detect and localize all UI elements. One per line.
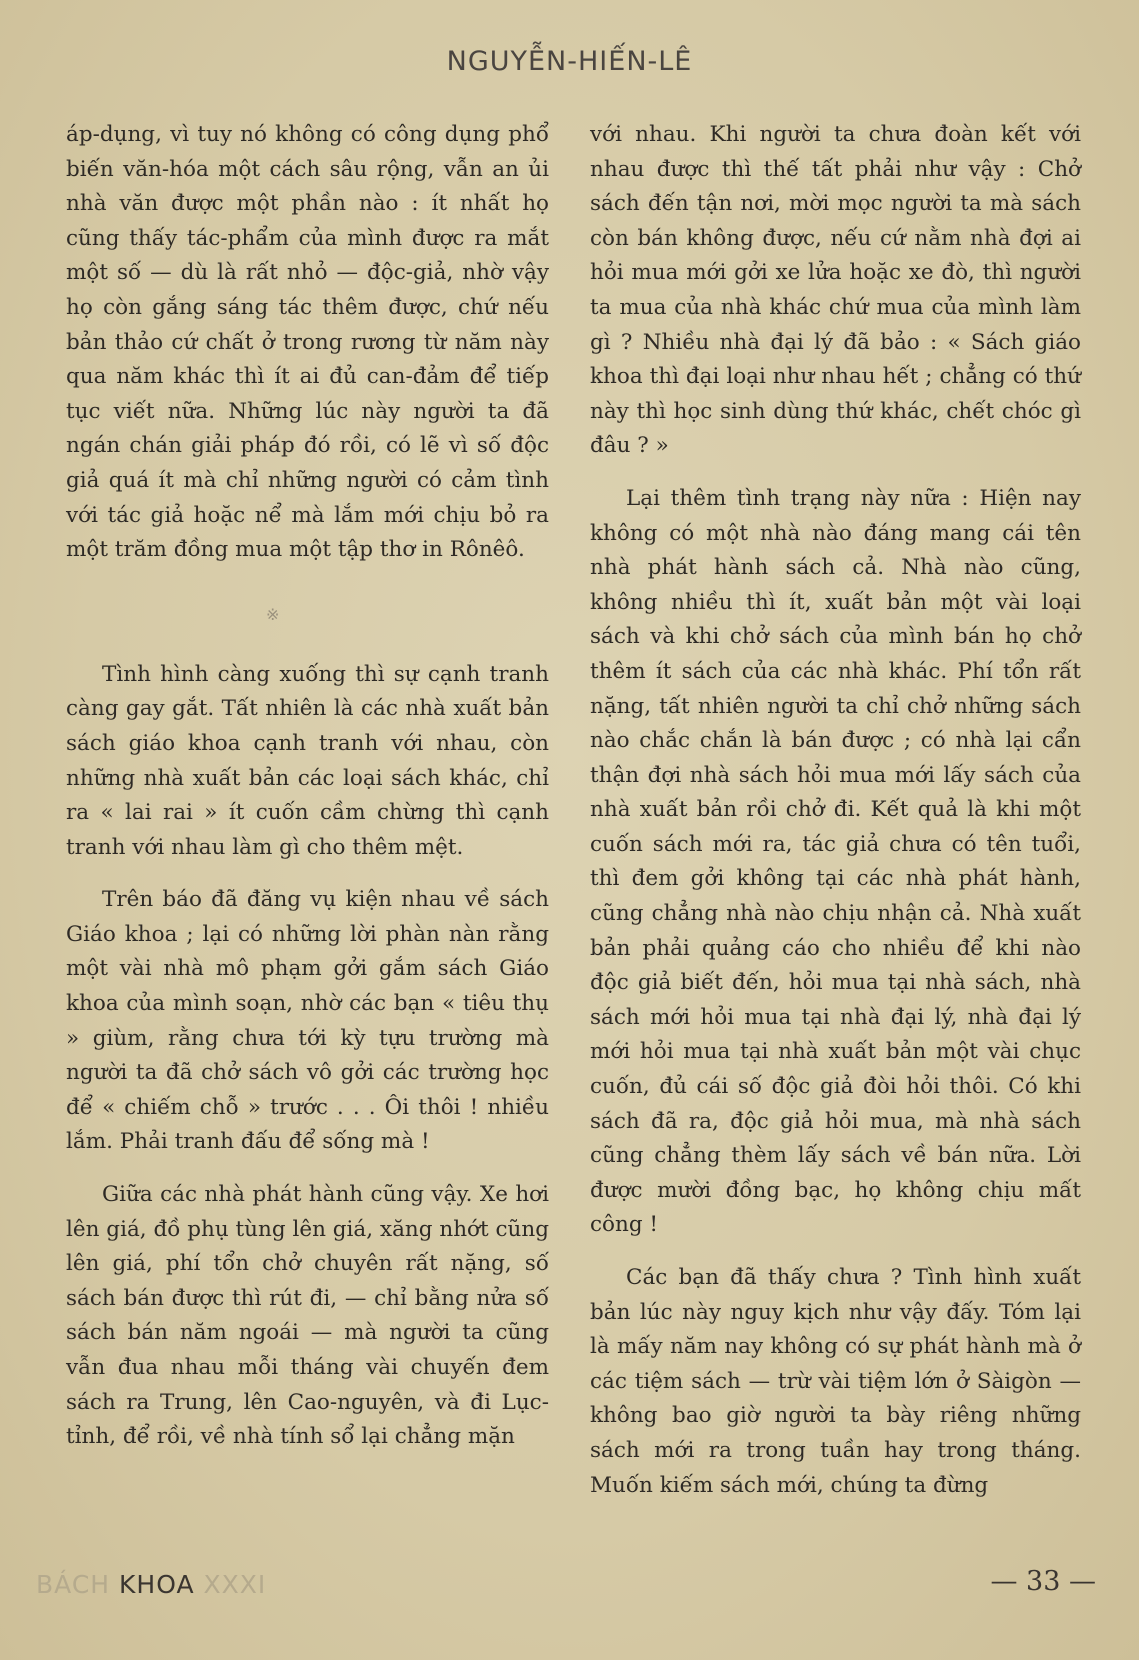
paragraph: Tình hình càng xuống thì sự cạnh tranh càng gay gắt. Tất nhiên là các nhà xuất bản sách giáo khoa cạnh tranh với nhau, còn những nhà xuất bản các loại sách khác, chỉ ra « lai rai » ít cuốn cầm chừng thì cạnh tranh với nhau làm gì cho thêm mệt. (66, 661, 549, 860)
journal-name-faded-right: XXXI (203, 1570, 267, 1599)
paragraph: áp-dụng, vì tuy nó không có công dụng phổ biến văn-hóa một cách sâu rộng, vẫn an ủi nhà văn được một phần nào : ít nhất họ cũng thấy tác-phẩm của mình được ra mắt một số — dù là rất nhỏ — độc-giả, nhờ vậy họ còn gắng sáng tác thêm được, chứ nếu bản thảo cứ chất ở trong rương từ năm này qua năm khác thì ít ai đủ can-đảm để tiếp tục viết nữa. Những lúc này người ta đã ngán chán giải pháp đó rồi, có lẽ vì số độc giả quá ít mà chỉ những người có cảm tình với tác giả hoặc nể mà lắm mới chịu bỏ ra một trăm đồng mua một tập thơ in Rônêô. (66, 122, 549, 563)
running-head: NGUYỄN-HIẾN-LÊ (446, 46, 693, 77)
paragraph: Trên báo đã đăng vụ kiện nhau về sách Giáo khoa ; lại có những lời phàn nàn rằng một vài nhà mô phạm gởi gắm sách Giáo khoa của mình soạn, nhờ các bạn « tiêu thụ » giùm, rằng chưa tới kỳ tựu trường mà người ta đã chở sách vô gởi các trường học để « chiếm chỗ » trước . . . Ôi thôi ! nhiều lắm. Phải tranh đấu để sống mà ! (66, 887, 549, 1155)
section-break (66, 568, 549, 658)
paragraph: Giữa các nhà phát hành cũng vậy. Xe hơi lên giá, đồ phụ tùng lên giá, xăng nhớt cũng lên giá, phí tổn chở chuyên rất nặng, số sách bán được thì rút đi, — chỉ bằng nửa số sách bán năm ngoái — mà người ta cũng vẫn đua nhau mỗi tháng vài chuyến đem sách ra Trung, lên Cao-nguyên, và đi Lục-tỉnh, để rồi, về nhà tính sổ lại chẳng mặn (66, 1182, 549, 1450)
journal-name (36, 1570, 266, 1599)
journal-name-main: KHOA (119, 1570, 195, 1599)
paragraph: Các bạn đã thấy chưa ? Tình hình xuất bản lúc này nguy kịch như vậy đấy. Tóm lại là mấy năm nay không có sự phát hành mà ở các tiệm sách — trừ vài tiệm lớn ở Sàigòn — không bao giờ người ta bày riêng những sách mới ra trong tuần hay trong tháng. Muốn kiếm sách mới, chúng ta đừng (590, 1265, 1081, 1498)
left-column (66, 118, 549, 1455)
page-footer (36, 1566, 1096, 1604)
journal-name-faded-left: BÁCH (36, 1570, 111, 1599)
paragraph: Lại thêm tình trạng này nữa : Hiện nay không có một nhà nào đáng mang cái tên nhà phát hành sách cả. Nhà nào cũng, không nhiều thì ít, xuất bản một vài loại sách và khi chở sách của mình bán họ chở thêm ít sách của các nhà khác. Phí tổn rất nặng, tất nhiên người ta chỉ chở những sách nào chắc chắn là bán được ; có nhà lại cẩn thận đợi nhà sách hỏi mua mới lấy sách của nhà xuất bản rồi chở đi. Kết quả là khi một cuốn sách mới ra, tác giả chưa có tên tuổi, thì đem gởi không tại các nhà phát hành, cũng chẳng nhà nào chịu nhận cả. Nhà xuất bản phải quảng cáo cho nhiều để khi nào độc giả biết đến, hỏi mua tại nhà sách, nhà sách mới hỏi mua tại nhà đại lý, nhà đại lý mới hỏi mua tại nhà xuất bản một vài chục cuốn, đủ cái số độc giả đòi hỏi thôi. Có khi sách đã ra, độc giả hỏi mua, mà nhà sách cũng chẳng thèm lấy sách về bán nữa. Lời được mười đồng bạc, họ không chịu mất công ! (590, 485, 1081, 1238)
paragraph: với nhau. Khi người ta chưa đoàn kết với nhau được thì thế tất phải như vậy : Chở sách đến tận nơi, mời mọc người ta mà sách còn bán không được, nếu cứ nằm nhà đợi ai hỏi mua mới gởi xe lửa hoặc xe đò, thì người ta mua của nhà khác chứ mua của mình làm gì ? Nhiều nhà đại lý đã bảo : « Sách giáo khoa thì đại loại như nhau hết ; chẳng có thứ này thì học sinh dùng thứ khác, chết chóc gì đâu ? » (590, 122, 1081, 459)
page-number: — 33 — (990, 1566, 1096, 1597)
ornament-icon: ※ (266, 604, 280, 624)
right-column (590, 118, 1081, 1503)
